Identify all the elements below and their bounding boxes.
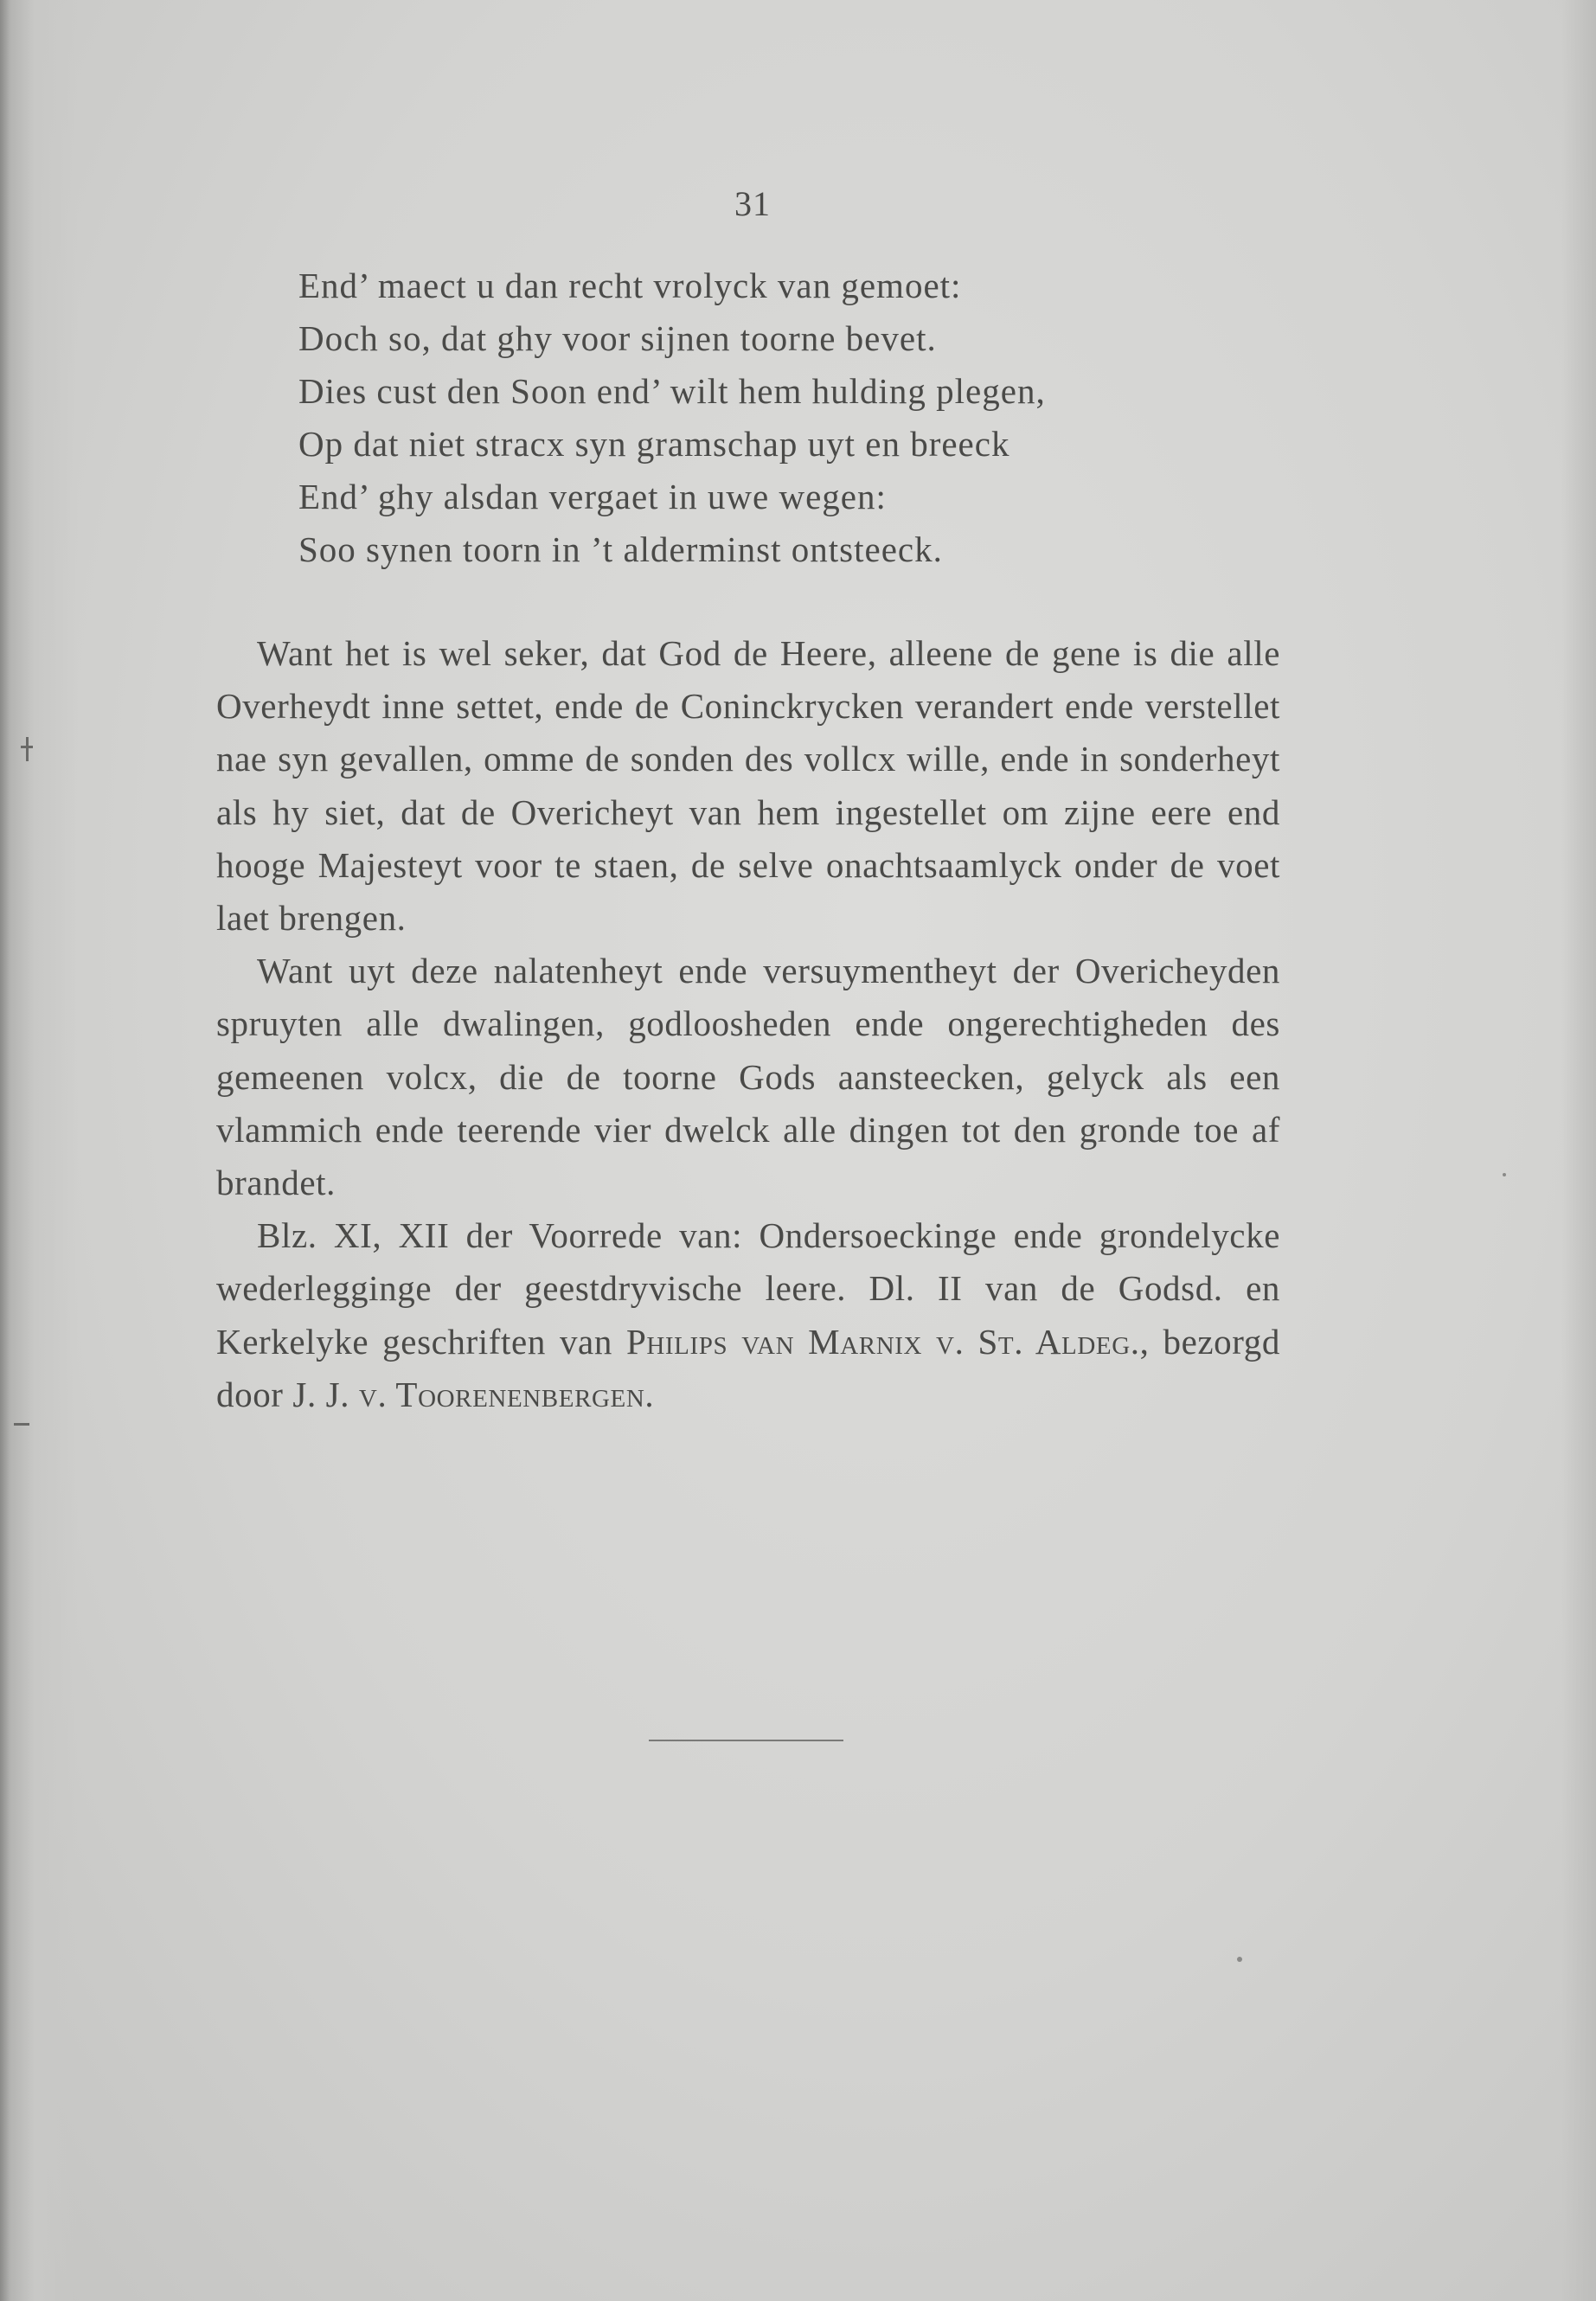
margin-mark — [26, 737, 29, 761]
citation-author: Philips van Marnix v. St. Aldeg. — [625, 1321, 1140, 1362]
paragraph: Want het is wel seker, dat God de Heere, alleene de gene is die alle Overheydt inne settet, ende de Coninckrycken verandert ende verstellet nae syn gevallen, omme de sonden des vollcx wille, ende in sonderheyt als hy siet, dat de Overicheyt van hem ingestellet om zijne eere end hooge Majesteyt voor te staen, de selve onachtsaamlyck onder de voet laet brengen. — [216, 633, 1280, 939]
citation — [216, 1209, 1280, 1421]
paper-speck — [1503, 1173, 1506, 1176]
citation-text: . — [644, 1374, 655, 1414]
verse-line: Dies cust den Soon end’ wilt hem hulding plegen, — [298, 371, 1046, 411]
page-edge-shadow — [1561, 0, 1596, 2301]
verse-line: Doch so, dat ghy voor sijnen toorne bevet. — [298, 318, 937, 358]
citation-text: , bezorgd door — [216, 1321, 1280, 1414]
margin-mark — [14, 1423, 29, 1426]
end-rule — [649, 1740, 843, 1741]
verse-line: Soo synen toorn in ’t alderminst ontsteeck. — [298, 529, 943, 569]
prose-block — [216, 627, 1280, 1421]
verse-block — [298, 260, 1336, 576]
binding-shadow — [0, 0, 78, 2301]
verse-line: Op dat niet stracx syn gramschap uyt en breeck — [298, 424, 1010, 464]
verse-line: End’ maect u dan recht vrolyck van gemoet: — [298, 266, 962, 305]
citation-editor: J. J. v. Toorenenbergen — [292, 1374, 645, 1414]
paper-speck — [1237, 1957, 1242, 1962]
page-number: 31 — [734, 184, 771, 223]
citation-text: Blz. XI, XII der Voorrede van: Ondersoeckinge ende grondelycke wederlegginge der geestdryvische leere. Dl. II van de Godsd. en Kerkelyke geschriften van — [216, 1215, 1280, 1362]
verse-line: End’ ghy alsdan vergaet in uwe wegen: — [298, 477, 887, 516]
paragraph: Want uyt deze nalatenheyt ende versuymentheyt der Overicheyden spruyten alle dwalingen, godloosheden ende ongerechtigheden des gemeenen volcx, die de toorne Gods aansteecken, gelyck als een vlammich ende teerende vier dwelck alle dingen tot den gronde toe af brandet. — [216, 951, 1280, 1203]
